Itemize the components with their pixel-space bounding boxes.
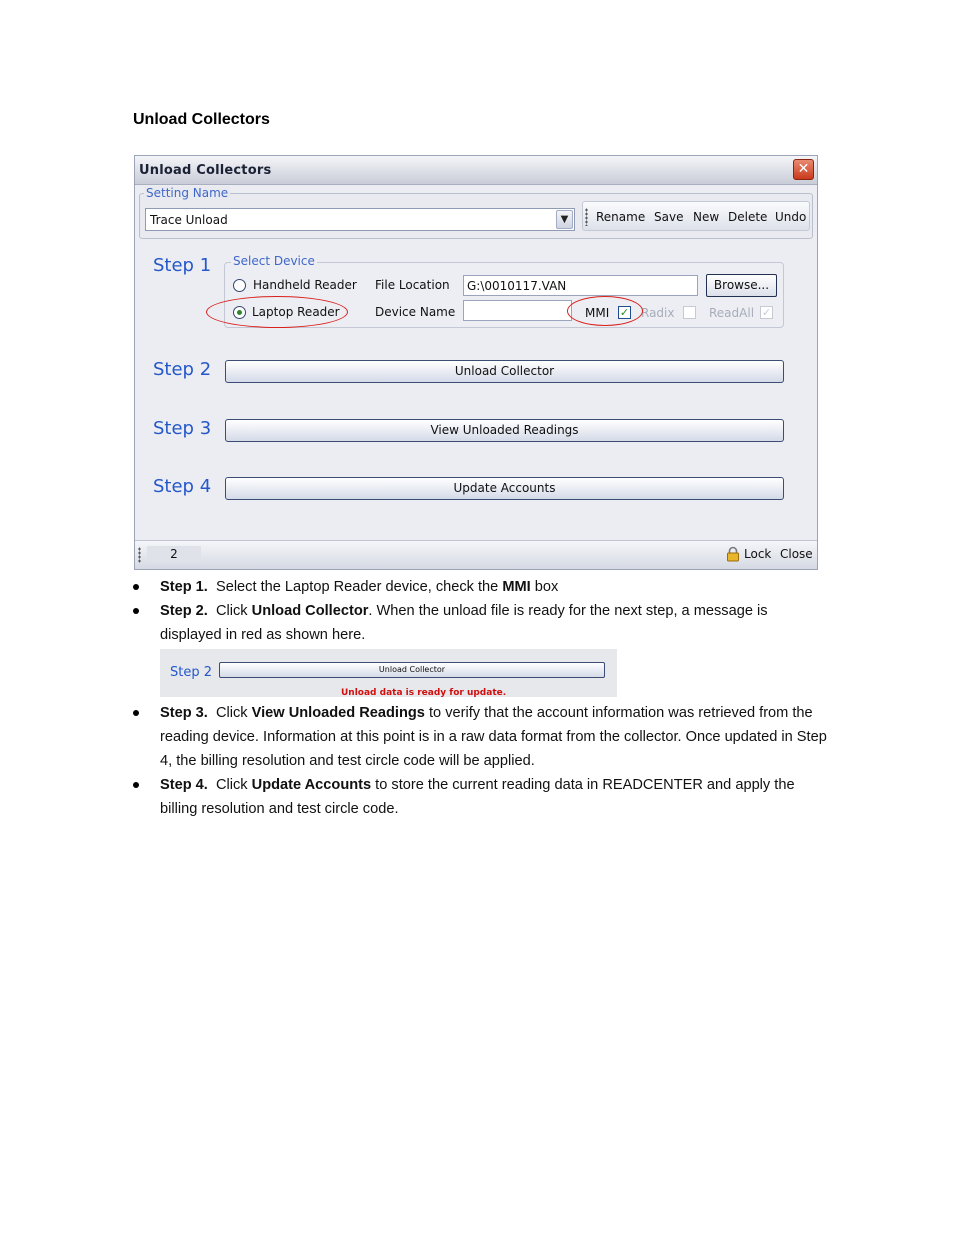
step-2-text-end: . When the unload file is ready for the next step, a message is displayed in red as shown here.: [160, 603, 768, 643]
chevron-down-icon[interactable]: ▼: [556, 210, 573, 229]
readall-checkbox[interactable]: ✓: [761, 306, 772, 319]
step-3-lead: Step 3.: [160, 705, 208, 721]
laptop-reader-highlight-oval: [206, 296, 348, 328]
step-2-text: Click: [215, 603, 252, 619]
handheld-reader-radio[interactable]: [233, 279, 246, 292]
handheld-reader-label: Handheld Reader: [253, 278, 357, 292]
settings-toolbar: [582, 201, 810, 231]
step-3-label: Step 3: [153, 418, 212, 439]
device-name-input[interactable]: [463, 300, 572, 321]
statusbar-grip-icon: [138, 547, 141, 563]
radix-label: Radix: [641, 306, 675, 320]
browse-button[interactable]: Browse...: [706, 274, 777, 297]
toolbar-grip-icon[interactable]: [585, 208, 588, 226]
step-4-lead: Step 4.: [160, 777, 208, 793]
step-instructions-list: [133, 575, 833, 821]
step-3-text-end: to verify that the account information was retrieved from the reading device. Information at this point is in a raw data format from the collector. Once updated in Step 4, the billing resolution and test circle code will be applied.: [160, 705, 827, 769]
unload-collector-button[interactable]: Unload Collector: [225, 360, 784, 383]
setting-name-value: Trace Unload: [150, 213, 228, 227]
close-button[interactable]: Close: [780, 547, 813, 561]
unload-ready-inset: [160, 649, 617, 697]
delete-button[interactable]: Delete: [728, 210, 768, 224]
mmi-label: MMI: [585, 306, 610, 320]
file-location-label: File Location: [375, 278, 450, 292]
step-2-bold: Unload Collector: [251, 603, 369, 619]
step-3-bold: View Unloaded Readings: [251, 705, 425, 721]
step-4-bold: Update Accounts: [251, 777, 372, 793]
setting-name-dropdown[interactable]: [145, 208, 575, 231]
mmi-checkbox[interactable]: ✓: [619, 306, 630, 319]
view-unloaded-readings-button[interactable]: View Unloaded Readings: [225, 419, 784, 442]
step-1-label: Step 1: [153, 255, 212, 276]
step-1-text: Select the Laptop Reader device, check the: [215, 579, 503, 595]
step-4-label: Step 4: [153, 476, 212, 497]
close-window-button[interactable]: ✕: [793, 159, 814, 180]
select-device-group: [224, 254, 784, 328]
lock-button[interactable]: Lock: [744, 547, 772, 561]
step-1-text-end: box: [530, 579, 559, 595]
lock-icon[interactable]: [725, 546, 741, 562]
device-name-label: Device Name: [375, 305, 456, 319]
select-device-legend: Select Device: [233, 254, 315, 268]
setting-name-group: [139, 186, 813, 239]
mmi-highlight-oval: [567, 296, 643, 326]
file-location-input[interactable]: G:\0010117.VAN: [463, 275, 698, 296]
list-item: [133, 773, 833, 821]
rename-button[interactable]: Rename: [596, 210, 646, 224]
inset-unload-collector-button: Unload Collector: [219, 662, 605, 678]
title-bar: [135, 156, 817, 185]
step-2-lead: Step 2.: [160, 603, 208, 619]
update-accounts-button[interactable]: Update Accounts: [225, 477, 784, 500]
new-button[interactable]: New: [693, 210, 720, 224]
laptop-reader-label: Laptop Reader: [252, 305, 340, 319]
window-title: Unload Collectors: [139, 163, 272, 178]
inset-step-label: Step 2: [170, 665, 213, 680]
step-4-text-end: to store the current reading data in READCENTER and apply the billing resolution and test circle code.: [160, 777, 795, 817]
unload-collectors-dialog: [134, 155, 818, 570]
status-count: 2: [147, 546, 201, 562]
step-3-text: Click: [215, 705, 252, 721]
list-item: [133, 599, 833, 647]
step-4-text: Click: [215, 777, 252, 793]
step-1-lead: Step 1.: [160, 579, 208, 595]
status-bar: [135, 540, 817, 569]
unload-ready-message: Unload data is ready for update.: [341, 688, 507, 698]
readall-label: ReadAll: [709, 306, 755, 320]
undo-button[interactable]: Undo: [775, 210, 807, 224]
list-item: [133, 701, 833, 773]
list-item: [133, 575, 833, 599]
radix-checkbox[interactable]: [683, 306, 696, 319]
save-button[interactable]: Save: [654, 210, 684, 224]
setting-name-legend: Setting Name: [146, 186, 229, 200]
doc-heading: Unload Collectors: [133, 111, 270, 128]
step-1-bold: MMI: [502, 579, 531, 595]
step-2-label: Step 2: [153, 359, 212, 380]
